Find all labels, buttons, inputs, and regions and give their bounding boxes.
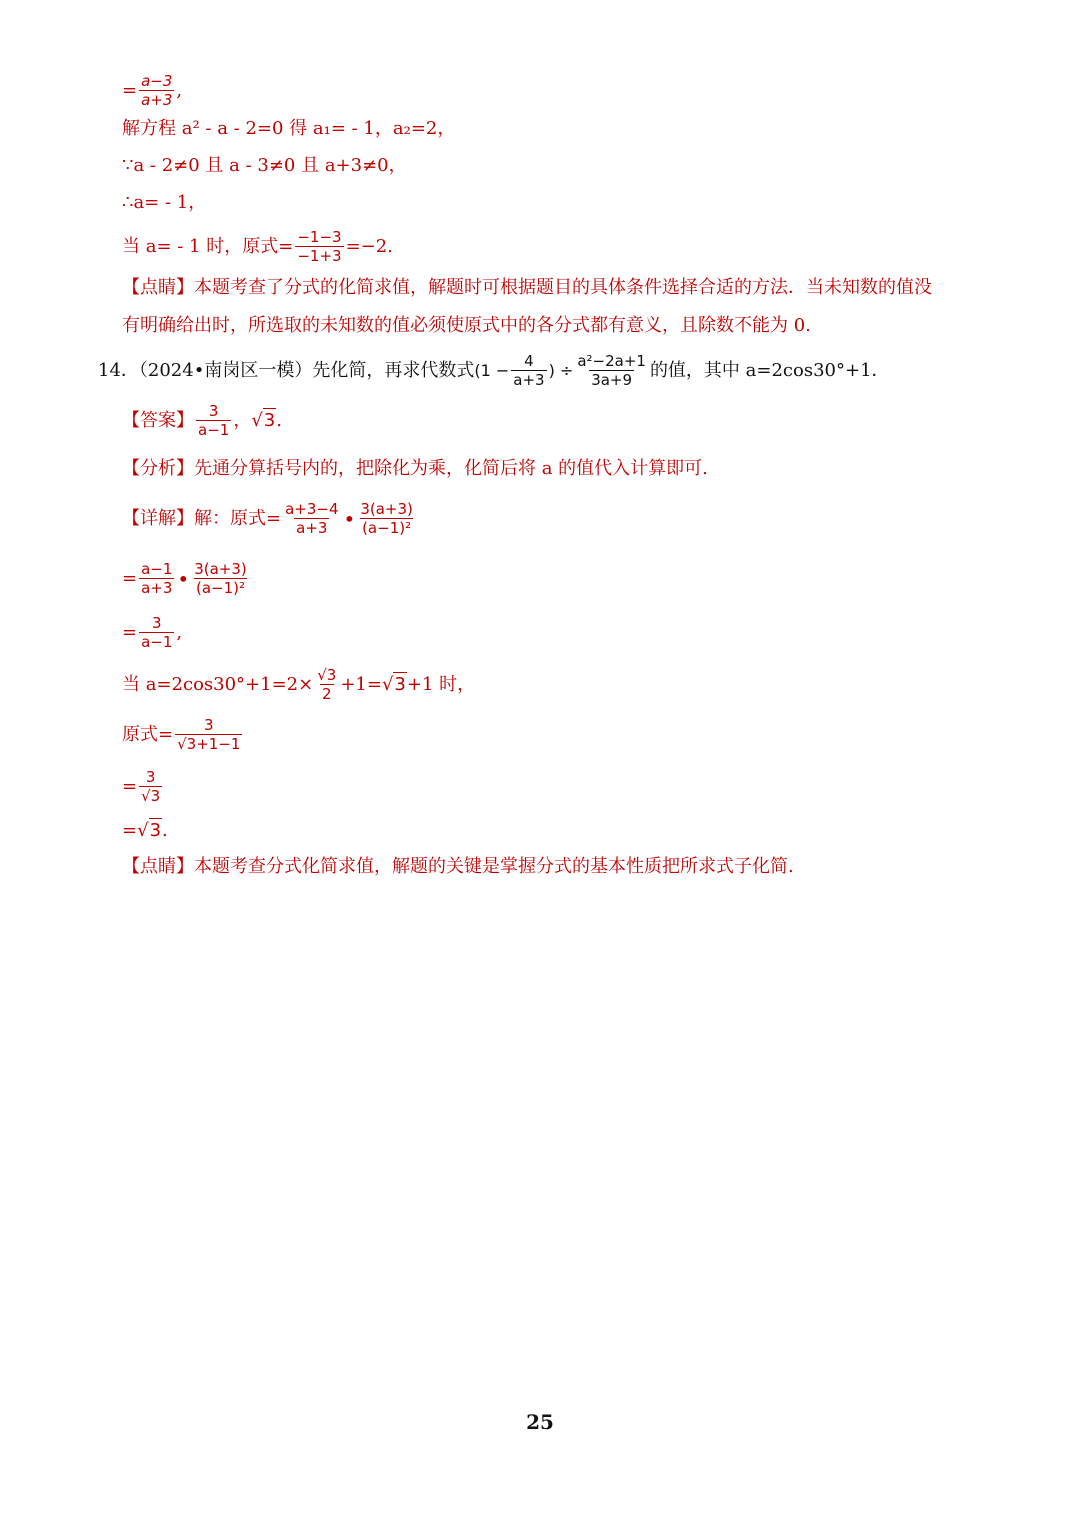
punctuation: . bbox=[276, 409, 282, 431]
text: +1= bbox=[340, 673, 382, 695]
solution-line-7 bbox=[122, 818, 168, 843]
fraction bbox=[196, 402, 231, 439]
equals-sign: = bbox=[122, 621, 138, 643]
numerator: 3 bbox=[203, 716, 214, 734]
fraction bbox=[192, 560, 249, 597]
fraction bbox=[139, 614, 174, 651]
denominator: −1+3 bbox=[297, 247, 342, 265]
analysis-line: 【分析】先通分算括号内的，把除化为乘，化简后将 a 的值代入计算即可. bbox=[122, 458, 708, 479]
numerator: 3 bbox=[151, 614, 162, 632]
denominator: a+3 bbox=[513, 371, 545, 389]
denominator: a+3 bbox=[141, 91, 173, 109]
question-14 bbox=[98, 352, 890, 389]
punctuation: . bbox=[162, 819, 168, 841]
page-number: 25 bbox=[526, 1410, 554, 1434]
punctuation: ， bbox=[233, 409, 252, 431]
denominator: a−1 bbox=[198, 421, 230, 439]
denominator: √3+1−1 bbox=[177, 735, 241, 753]
sqrt-expression: √ 3 bbox=[137, 820, 162, 841]
question-text: 14．（2024•南岗区一模）先化简，再求代数式 bbox=[98, 359, 475, 381]
numerator: 3 bbox=[208, 402, 219, 420]
remark-line-2: 有明确给出时，所选取的未知数的值必须使原式中的各分式都有意义，且除数不能为 0. bbox=[122, 315, 811, 336]
numerator: √3 bbox=[317, 666, 337, 684]
remark-line-1: 【点睛】本题考查了分式的化简求值，解题时可根据题目的具体条件选择合适的方法．当未知数的值没 bbox=[122, 277, 932, 298]
equals-sign: = bbox=[122, 775, 138, 797]
remark-line-3: 【点睛】本题考查分式化简求值，解题的关键是掌握分式的基本性质把所求式子化简. bbox=[122, 856, 794, 877]
step-line-1 bbox=[122, 72, 182, 109]
denominator: a+3 bbox=[141, 579, 173, 597]
radicand: 3 bbox=[149, 820, 162, 841]
numerator: 3 bbox=[145, 768, 156, 786]
radicand: 3 bbox=[394, 674, 406, 695]
text: =−2. bbox=[345, 235, 393, 257]
denominator: (a−1)² bbox=[362, 519, 412, 537]
fraction bbox=[511, 352, 546, 389]
text: 当 a= - 1 时，原式= bbox=[122, 235, 294, 257]
solution-line-4 bbox=[122, 666, 475, 703]
denominator: √3 bbox=[141, 787, 161, 805]
numerator: 3(a+3) bbox=[194, 560, 247, 578]
fraction bbox=[315, 666, 338, 703]
fraction bbox=[139, 768, 162, 805]
step-line-5 bbox=[122, 228, 393, 265]
numerator: 3(a+3) bbox=[360, 500, 413, 518]
fraction bbox=[139, 560, 174, 597]
numerator: a−1 bbox=[141, 560, 173, 578]
denominator: (a−1)² bbox=[195, 579, 245, 597]
numerator: 4 bbox=[524, 352, 534, 370]
numerator: a²−2a+1 bbox=[577, 352, 646, 370]
fraction bbox=[295, 228, 343, 265]
punctuation: , bbox=[176, 79, 183, 101]
fraction bbox=[575, 352, 648, 389]
paren-close: ) ÷ bbox=[548, 360, 574, 380]
fraction bbox=[283, 500, 340, 537]
fraction bbox=[175, 716, 242, 753]
denominator: a−1 bbox=[141, 633, 173, 651]
solution-label: 【详解】解：原式= bbox=[122, 507, 282, 529]
answer-label: 【答案】 bbox=[122, 409, 194, 431]
denominator: 3a+9 bbox=[591, 371, 633, 389]
numerator: −1−3 bbox=[297, 228, 342, 246]
punctuation: , bbox=[176, 621, 183, 643]
numerator: a+3−4 bbox=[285, 500, 339, 518]
multiply-dot: • bbox=[343, 506, 356, 531]
equals-sign: = bbox=[122, 567, 138, 589]
text: 当 a=2cos30°+1=2× bbox=[122, 673, 314, 695]
multiply-dot: • bbox=[177, 566, 190, 591]
solution-line-1 bbox=[122, 500, 417, 537]
fraction bbox=[139, 72, 174, 109]
radicand: 3 bbox=[263, 410, 276, 431]
numerator: a−3 bbox=[141, 72, 173, 90]
denominator: 2 bbox=[321, 685, 332, 703]
equals-sign: = bbox=[122, 819, 138, 841]
equals-sign: = bbox=[122, 79, 138, 101]
denominator: a+3 bbox=[296, 519, 328, 537]
answer-line bbox=[122, 402, 282, 439]
sqrt-expression: √ 3 bbox=[251, 410, 276, 431]
solution-line-5 bbox=[122, 716, 244, 753]
paren-open: (1 − bbox=[474, 360, 510, 380]
text: 原式= bbox=[122, 723, 174, 745]
question-text: 的值，其中 a=2cos30°+1． bbox=[649, 359, 890, 381]
solution-line-3 bbox=[122, 614, 182, 651]
text: +1 时， bbox=[406, 673, 476, 695]
solution-line-6 bbox=[122, 768, 164, 805]
step-line-3: ∵a - 2≠0 且 a - 3≠0 且 a+3≠0， bbox=[122, 155, 407, 176]
solution-line-2 bbox=[122, 560, 251, 597]
sqrt-expression: √ 3 bbox=[381, 674, 406, 695]
fraction bbox=[358, 500, 415, 537]
step-line-4: ∴a= - 1， bbox=[122, 192, 207, 213]
step-line-2: 解方程 a² - a - 2=0 得 a₁= - 1，a₂=2， bbox=[122, 118, 456, 139]
